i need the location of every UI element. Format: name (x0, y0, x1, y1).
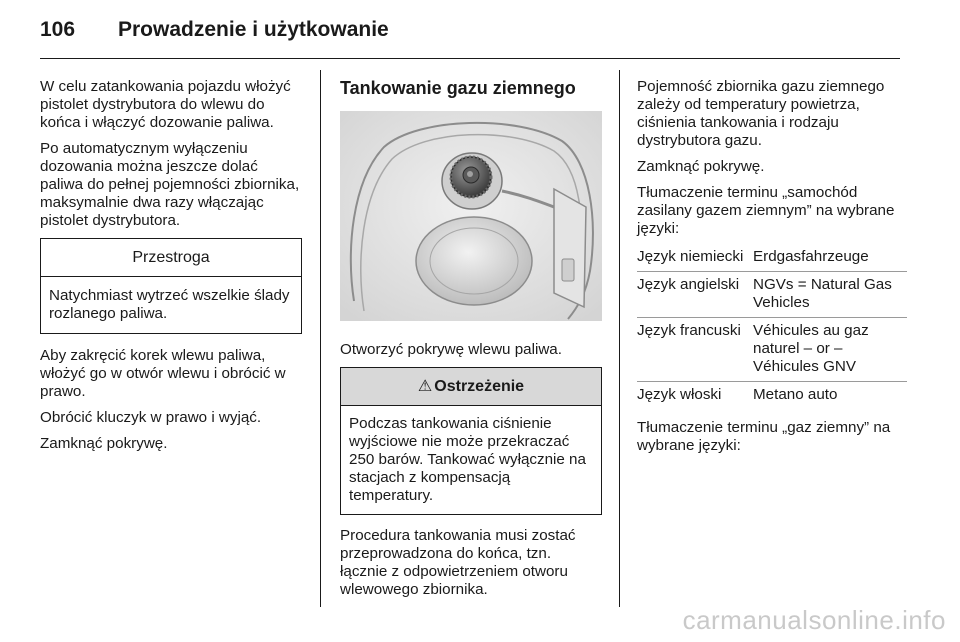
caution-text: Natychmiast wytrzeć wszelkie ślady rozlanego paliwa. (49, 287, 290, 322)
section-title: Tankowanie gazu ziemnego (340, 78, 576, 98)
paragraph-top-up: Po automatycznym wyłączeniu dozowania można jeszcze dolać paliwa do pełnej pojemności zbiornika, maksymalnie dwa razy włączając pistolet dystrybutora. (40, 140, 300, 229)
fuel-flap-illustration (340, 111, 602, 321)
table-row (637, 382, 907, 410)
column-2 (340, 78, 602, 607)
term-cell: NGVs = Natural Gas Vehicles (753, 272, 907, 318)
paragraph-insert-nozzle: W celu zatankowania pojazdu włożyć pistolet dystrybutora do wlewu do końca i włączyć dozowanie paliwa. (40, 78, 291, 131)
column-3 (637, 78, 907, 463)
warning-title: Ostrzeżenie (434, 377, 525, 395)
paragraph-tank-capacity: Pojemność zbiornika gazu ziemnego zależy od temperatury powietrza, ciśnienia tankowania i rodzaju dystrybutora gazu. (637, 78, 885, 149)
column-divider-1 (320, 70, 321, 607)
page-number: 106 (40, 18, 76, 41)
paragraph-close-flap-2: Zamknąć pokrywę. (637, 158, 765, 175)
language-cell: Język francuski (637, 318, 753, 382)
term-cell: Metano auto (753, 382, 907, 410)
warning-triangle-icon: ⚠ (417, 377, 433, 395)
table-row (637, 318, 907, 382)
paragraph-close-cap: Aby zakręcić korek wlewu paliwa, włożyć go w otwór wlewu i obrócić w prawo. (40, 347, 286, 400)
caution-box (40, 238, 302, 334)
paragraph-translation-gas: Tłumaczenie terminu „gaz ziemny” na wybrane języki: (637, 419, 891, 454)
paragraph-remove-key: Obrócić kluczyk w prawo i wyjąć. (40, 409, 262, 426)
column-divider-2 (619, 70, 620, 607)
header-divider (40, 58, 900, 59)
language-cell: Język włoski (637, 382, 753, 410)
term-cell: Véhicules au gaz naturel – or – Véhicules GNV (753, 318, 907, 382)
paragraph-translation-vehicle: Tłumaczenie terminu „samochód zasilany gazem ziemnym” na wybrane języki: (637, 184, 895, 237)
warning-header (341, 368, 601, 406)
paragraph-close-flap: Zamknąć pokrywę. (40, 435, 168, 452)
warning-box (340, 367, 602, 515)
page-title: Prowadzenie i użytkowanie (118, 18, 389, 41)
caution-title: Przestroga (41, 239, 301, 277)
page-header (40, 18, 389, 48)
language-cell: Język angielski (637, 272, 753, 318)
warning-text: Podczas tankowania ciśnienie wyjściowe nie może przekraczać 250 barów. Tankować wyłącznie na stacjach z kompensacją temperatury. (349, 415, 586, 504)
table-row (637, 246, 907, 272)
term-cell: Erdgasfahrzeuge (753, 248, 869, 265)
column-1 (40, 78, 302, 461)
language-cell: Język niemiecki (637, 248, 744, 265)
table-row (637, 272, 907, 318)
watermark: carmanualsonline.info (682, 605, 946, 635)
figure-caption: Otworzyć pokrywę wlewu paliwa. (340, 341, 562, 358)
translation-table (637, 246, 907, 409)
paragraph-procedure: Procedura tankowania musi zostać przeprowadzona do końca, tzn. łącznie z odpowietrzeniem otworu wlewowego zbiornika. (340, 527, 576, 598)
